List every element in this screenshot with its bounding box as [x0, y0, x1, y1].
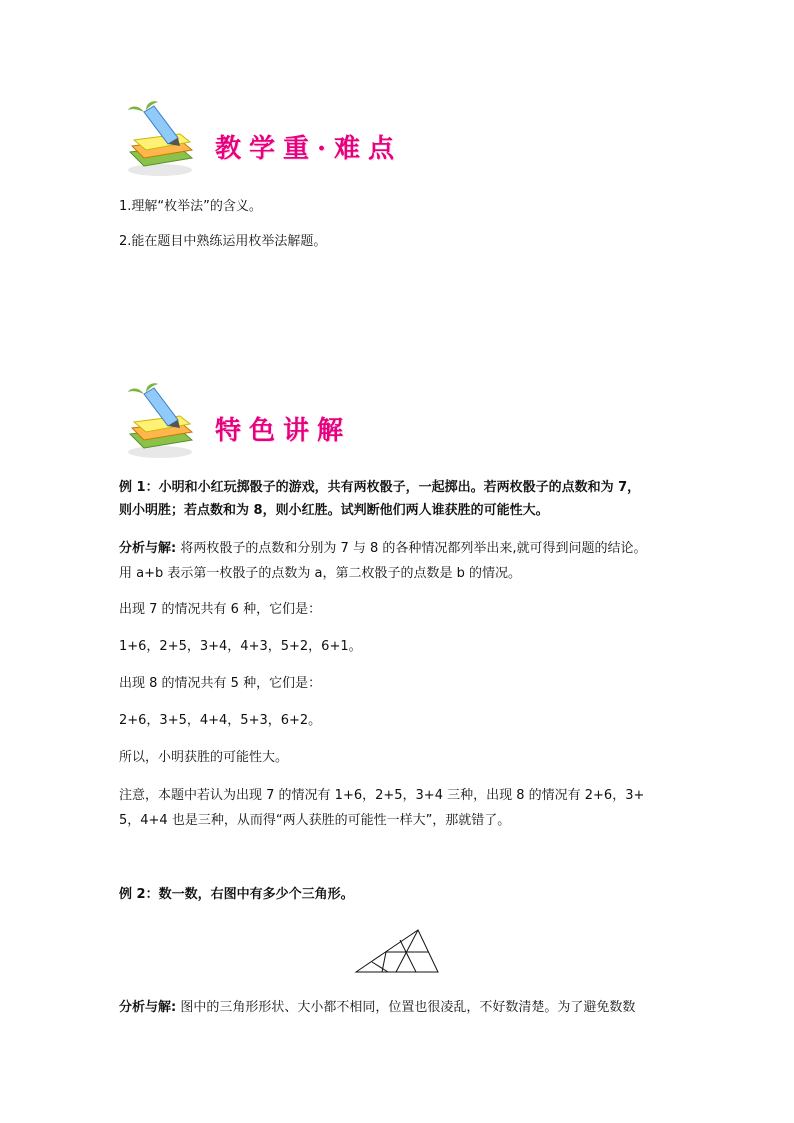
case7-title: 出现 7 的情况共有 6 种，它们是：	[119, 602, 322, 617]
example1-question-line2: 则小明胜；若点数和为 8，则小红胜。试判断他们两人谁获胜的可能性大。	[119, 503, 549, 518]
triangle-figure	[352, 928, 442, 976]
note-line1: 注意，本题中若认为出现 7 的情况有 1+6，2+5，3+4 三种，出现 8 的情况有 2+6，3+	[119, 788, 645, 803]
key-point-1: 1.理解“枚举法”的含义。	[119, 199, 262, 214]
case8-title: 出现 8 的情况共有 5 种，它们是：	[119, 676, 322, 691]
analysis-label: 分析与解:	[119, 541, 177, 556]
section-title-featured-explanation: 特色讲解	[215, 416, 352, 446]
pencil-books-icon	[120, 382, 200, 462]
analysis-label: 分析与解:	[119, 1000, 177, 1015]
key-point-2: 2.能在题目中熟练运用枚举法解题。	[119, 234, 327, 249]
inner-line-2	[396, 930, 418, 972]
section-title-key-points: 教学重·难点	[215, 134, 403, 164]
analysis-text: 图中的三角形形状、大小都不相同，位置也很凌乱，不好数清楚。为了避免数数	[176, 1000, 636, 1015]
case7-list: 1+6，2+5，3+4，4+3，5+2，6+1。	[119, 639, 362, 654]
inner-line-3	[400, 940, 416, 972]
pencil-books-icon	[120, 100, 200, 180]
analysis-text: 将两枚骰子的点数和分别为 7 与 8 的各种情况都列举出来,就可得到问题的结论。	[176, 541, 647, 556]
note-line2: 5，4+4 也是三种，从而得“两人获胜的可能性一样大”，那就错了。	[119, 813, 511, 828]
example1-analysis-line1	[119, 538, 647, 560]
inner-line-4	[372, 962, 388, 972]
example1-question-line1: 例 1：小明和小红玩掷骰子的游戏，共有两枚骰子，一起掷出。若两枚骰子的点数和为 7，	[119, 480, 641, 495]
example2-analysis	[119, 997, 635, 1019]
case8-list: 2+6，3+5，4+4，5+3，6+2。	[119, 713, 322, 728]
example2-question: 例 2：数一数，右图中有多少个三角形。	[119, 887, 354, 902]
conclusion: 所以，小明获胜的可能性大。	[119, 750, 289, 765]
example1-analysis-line2: 用 a+b 表示第一枚骰子的点数为 a，第二枚骰子的点数是 b 的情况。	[119, 566, 521, 581]
outer-triangle	[356, 930, 438, 972]
